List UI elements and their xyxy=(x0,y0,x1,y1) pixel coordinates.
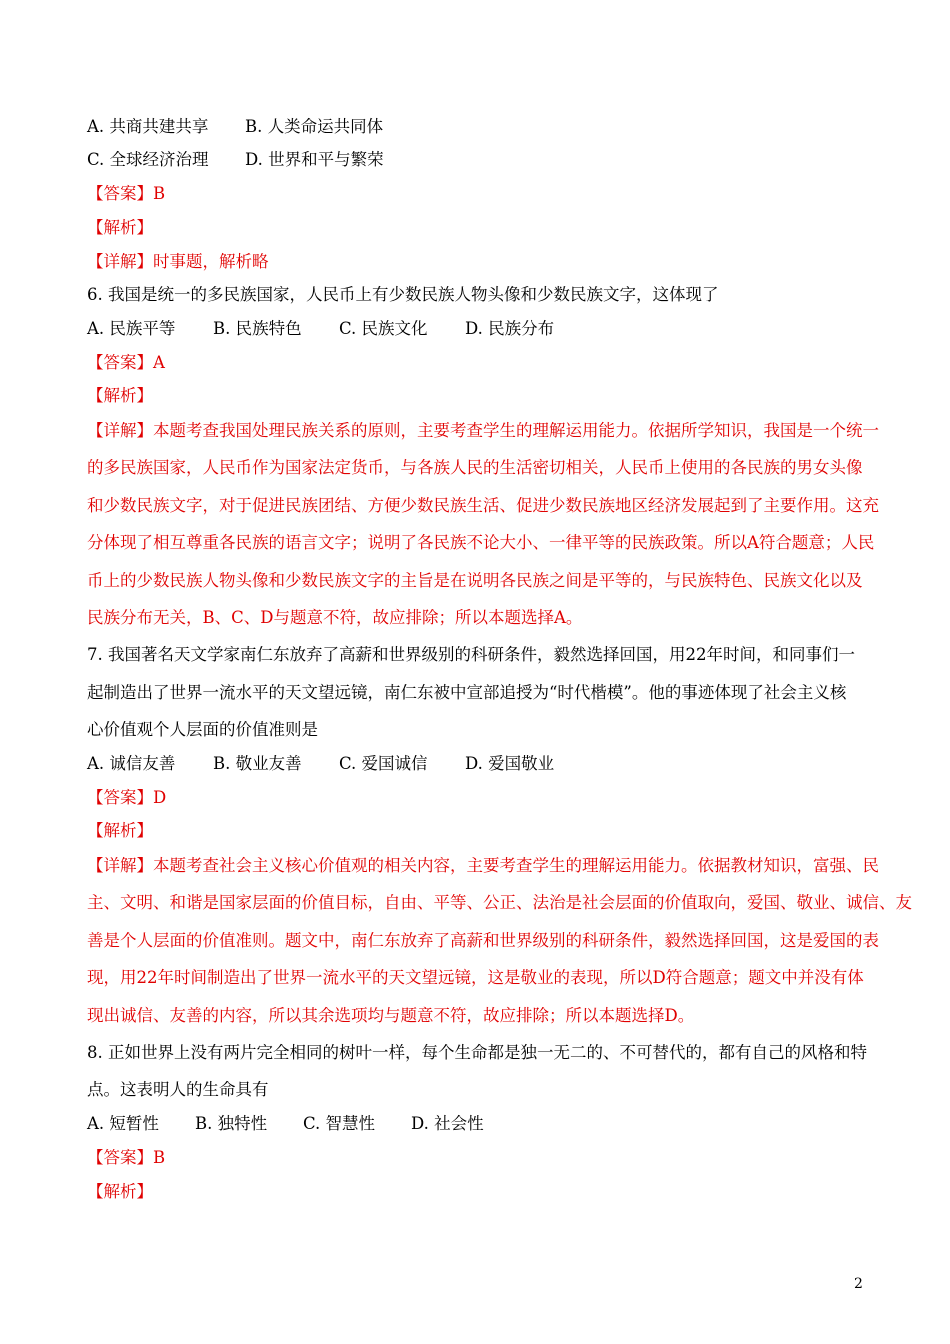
q7-question-line-1: 7. 我国著名天文学家南仁东放弃了高薪和世界级别的科研条件，毅然选择回国，用22年时间，和同事们一 xyxy=(87,645,855,664)
q7-detail-line-2: 主、文明、和谐是国家层面的价值目标，自由、平等、公正、法治是社会层面的价值取向，爱国、敬业、诚信、友 xyxy=(87,893,912,912)
q5-detail: 【详解】时事题，解析略 xyxy=(87,252,269,271)
q7-detail-line-5: 现出诚信、友善的内容，所以其余选项均与题意不符，故应排除；所以本题选择D。 xyxy=(87,1006,695,1025)
q6-detail-line-3: 和少数民族文字，对于促进民族团结、方便少数民族生活、促进少数民族地区经济发展起到了主要作用。这充 xyxy=(87,496,879,515)
q7-answer: 【答案】D xyxy=(87,788,167,807)
q5-option-a: A. 共商共建共享 xyxy=(87,117,209,136)
q6-detail-line-6: 民族分布无关，B、C、D与题意不符，故应排除；所以本题选择A。 xyxy=(87,608,583,627)
q8-question-line-2: 点。这表明人的生命具有 xyxy=(87,1080,269,1099)
q8-analysis: 【解析】 xyxy=(87,1182,153,1201)
q8-option-b: B. 独特性 xyxy=(195,1114,268,1133)
q5-answer: 【答案】B xyxy=(87,184,166,203)
q5-options-row1 xyxy=(87,117,383,137)
q5-options-row2 xyxy=(87,150,384,170)
q8-options xyxy=(87,1114,484,1134)
q6-detail-line-5: 币上的少数民族人物头像和少数民族文字的主旨是在说明各民族之间是平等的，与民族特色、民族文化以及 xyxy=(87,571,863,590)
q7-option-d: D. 爱国敬业 xyxy=(465,754,555,773)
q6-option-b: B. 民族特色 xyxy=(213,319,302,338)
q7-detail-line-3: 善是个人层面的价值准则。题文中，南仁东放弃了高薪和世界级别的科研条件，毅然选择回国，这是爱国的表 xyxy=(87,931,879,950)
q6-option-d: D. 民族分布 xyxy=(465,319,555,338)
q7-detail-line-4: 现，用22年时间制造出了世界一流水平的天文望远镜，这是敬业的表现，所以D符合题意；题文中并没有体 xyxy=(87,968,864,987)
q8-option-a: A. 短暂性 xyxy=(87,1114,159,1133)
q6-detail-line-1: 【详解】本题考查我国处理民族关系的原则，主要考查学生的理解运用能力。依据所学知识，我国是一个统一 xyxy=(87,421,879,440)
q6-question: 6. 我国是统一的多民族国家，人民币上有少数民族人物头像和少数民族文字，这体现了 xyxy=(87,285,719,304)
q8-option-d: D. 社会性 xyxy=(411,1114,484,1133)
q7-question-line-2: 起制造出了世界一流水平的天文望远镜，南仁东被中宣部追授为“时代楷模”。他的事迹体现了社会主义核 xyxy=(87,683,847,702)
page-number: 2 xyxy=(854,1276,863,1292)
q5-option-d: D. 世界和平与繁荣 xyxy=(245,150,384,169)
q7-option-b: B. 敬业友善 xyxy=(213,754,302,773)
q7-question-line-3: 心价值观个人层面的价值准则是 xyxy=(87,720,318,739)
q5-analysis: 【解析】 xyxy=(87,218,153,237)
q5-option-c: C. 全球经济治理 xyxy=(87,150,209,169)
q5-option-b: B. 人类命运共同体 xyxy=(245,117,384,136)
q6-option-a: A. 民族平等 xyxy=(87,319,176,338)
q8-answer: 【答案】B xyxy=(87,1148,166,1167)
q8-option-c: C. 智慧性 xyxy=(303,1114,376,1133)
q6-option-c: C. 民族文化 xyxy=(339,319,428,338)
q6-analysis: 【解析】 xyxy=(87,386,153,405)
q6-detail-line-4: 分体现了相互尊重各民族的语言文字；说明了各民族不论大小、一律平等的民族政策。所以A符合题意；人民 xyxy=(87,533,875,552)
q7-option-c: C. 爱国诚信 xyxy=(339,754,428,773)
q6-answer: 【答案】A xyxy=(87,353,165,372)
q7-detail-line-1: 【详解】本题考查社会主义核心价值观的相关内容，主要考查学生的理解运用能力。依据教材知识，富强、民 xyxy=(87,856,879,875)
q7-option-a: A. 诚信友善 xyxy=(87,754,176,773)
q8-question-line-1: 8. 正如世界上没有两片完全相同的树叶一样，每个生命都是独一无二的、不可替代的，都有自己的风格和特 xyxy=(87,1043,867,1062)
q7-analysis: 【解析】 xyxy=(87,821,153,840)
q6-detail-line-2: 的多民族国家，人民币作为国家法定货币，与各族人民的生活密切相关，人民币上使用的各民族的男女头像 xyxy=(87,458,863,477)
q7-options xyxy=(87,754,554,774)
q6-options xyxy=(87,319,554,339)
